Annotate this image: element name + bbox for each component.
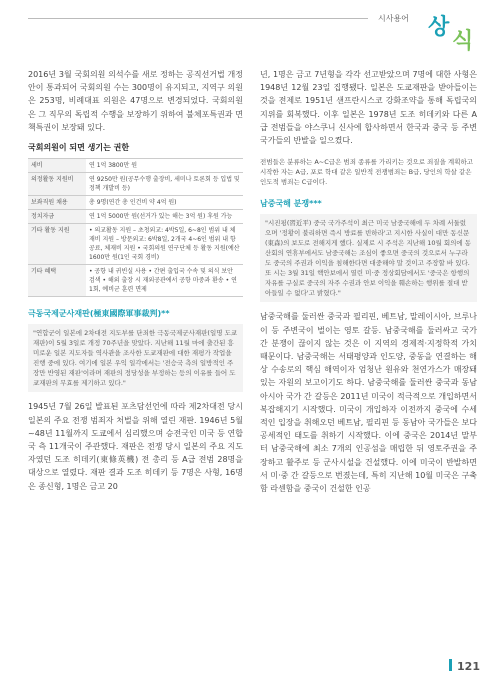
svg-text:식: 식: [452, 29, 474, 54]
right-column: [260, 68, 477, 495]
tribunal-heading: 극동국제군사재판(極東國際軍事裁判)**: [28, 309, 170, 319]
rights-table: [28, 158, 243, 297]
tribunal-continued-paragraph: 년, 1명은 금고 7년형을 각각 선고받았으며 7명에 대한 사형은 1948년 12월 23일 집행됐다. 일본은 도쿄재판을 받아들이는 것을 전제로 1951년 샌프란시스코 강화조약을 통해 독립국의 지위를 회복했다. 이후 일본은 1978년 도조 히데키와 다른 A급 전범들을 야스쿠니 신사에 합사하면서 한국과 중국 등 주변 국가들의 반발을 일으켰다.: [260, 70, 477, 146]
table-row: 기타 혜택 • 공항 내 귀빈실 사용 • 간편 출입국 수속 및 의식 보안 검색 • 해외 출장 시 재외공관에서 공항 마중과 환송 • 연1회, 예비군 훈련 면제: [28, 265, 243, 297]
tribunal-quote: "연합군이 일본에 2차대전 지도부를 단죄한 극동국제군사재판(일명 도쿄재판)이 5월 3일로 개정 70주년을 맞았다. 지난해 11월 마에 출간된 흥미로운 일본 지도자들 역사관을 조사한 도쿄재판에 대한 재평가 작업을 진행 중에 있다. 여기에 일본 우익 일각에서는 '전승국 측의 일방적인 주장만 반영된 재판'이라며 재판의 정당성을 부정하는 등의 이유를 들어 도쿄재판의 무효를 제기하고 있다.": [28, 324, 243, 392]
table-row: 의정활동 지원비 연 9250만 원(공무수행 출장비, 세미나 토론회 등 입법 및 정책 개발비 등): [28, 173, 243, 196]
war-criminal-note: 전범들은 분류하는 A~C급은 범죄 종류를 가리키는 것으로 죄질을 계획하고 시작한 자는 A급, 포로 학대 같은 일반적 전쟁범죄는 B급, 당인의 학살 같은 인도적 범죄는 C급이다.: [260, 158, 474, 187]
decorative-logo-icon: [408, 4, 484, 54]
section-label: 시사용어: [378, 14, 409, 23]
tribunal-paragraph: 1945년 7월 26일 발표된 포츠담선언에 따라 제2차대전 당시 일본의 주요 전쟁 범죄자 처벌을 위해 열린 재판. 1946년 5월~48년 11월까지 도쿄에서 심리했으며 승전국인 미국 등 연합국 측 11개국이 주관했다. 재판은 전쟁 당시 일본의 주요 지도자였던 도조 히데키(東條英機) 전 총리 등 A급 전범 28명을 대상으로 열렸다. 재판 결과 도조 히데키 등 7명은 사형, 16명은 종신형, 1명은 금고 20: [28, 402, 243, 491]
header-rule: [28, 18, 368, 19]
south-china-sea-heading: 남중국해 분쟁***: [260, 199, 322, 209]
table-row: 정치자금 연 1억 5000만 원(선거가 있는 해는 3억 원) 후원 가능: [28, 210, 243, 224]
south-china-sea-paragraph: 남중국해를 둘러싼 중국과 필리핀, 베트남, 말레이시아, 브루나이 등 주변국이 벌이는 영토 갈등. 남중국해를 둘러싸고 국가 간 분쟁이 끊이지 않는 것은 이 지역의 경제적·지정학적 가치 때문이다. 남중국해는 서태평양과 인도양, 중동을 연결하는 해상 수송로의 핵심 해역이자 엄청난 원유와 천연가스가 매장돼 있는 자원의 보고이기도 하다. 남중국해를 둘러싼 중국과 동남아시아 국가 간 갈등은 2011년 미국이 적극적으로 개입하면서 복잡해지기 시작했다. 미국이 개입하자 이전까지 중국에 수세적인 입장을 취해오던 베트남, 필리핀 등 동남아 국가들은 보다 공세적인 태도를 취하기 시작했다. 이에 중국은 2014년 말부터 남중국해에 최소 7개의 인공섬을 매립한 뒤 영토주권을 주장하고 활주로 등 군사시설을 건설했다. 이에 미국이 반발하면서 미·중 간 갈등으로 번졌는데, 특히 지난해 10월 미국은 구축함 라센함을 중국이 건설한 인공: [260, 312, 477, 494]
page-number: 121: [457, 660, 480, 673]
page-number-accent: [449, 659, 452, 671]
svg-text:상: 상: [428, 15, 450, 40]
table-row: 기타 활동 지원 • 의교활동 지원 – 초청외교: 4박5일, 6~8인 범위 내 체재비 지원 – 방문외교: 6박8일, 2개국 4~6인 범위 내 항공료, 체재비 지원 • 국회의원 연구단체 등 활동 지원(예산 1600만 원(1인 국회 경비): [28, 224, 243, 265]
south-china-sea-quote: "시진핑(習近平) 중국 국가주석이 최근 미국 남중국해에 두 차례 서둘렀으며 '정황이 불리하면 즉시 방료를 빈하라'고 지시한 사실이 대만 동신문(東森)의 보도로 전해지게 했다. 실제로 시 주석은 지난해 10월 회의에 동산회의 연휴부에서도 남중국해는 조심이 좋으면 중국의 것으로서 누구라도 중국의 주권과 이익을 침해한다면 대중해야 말 것이고 주장할 바 있다. 또 시는 3월 31일 핵안보에서 열린 미·중 정상회담에서도 '중국은 항행의 자유를 구실로 중국의 자주 수권과 안보 이익을 훼손하는 행위를 절대 받아들일 수 없다'고 밝혔다.": [260, 214, 477, 302]
intro-paragraph: 2016년 3월 국회의원 의석수를 새로 정하는 공직선거법 개정안이 통과되어 국회의원 수는 300명이 유지되고, 지역구 의원은 253명, 비례대표 의원은 47명으로 변경되었다. 국회의원은 그 직무의 독립적 수행을 보장하기 위하여 불체포특권과 면책특권이 보장돼 있다.: [28, 70, 243, 132]
table-row: 보좌직원 채용 총 9명(연간 총 인건비 약 4억 원): [28, 196, 243, 210]
table-title: 국회의원이 되면 생기는 권한: [28, 143, 130, 153]
table-row: 세비 연 1억 3800만 원: [28, 159, 243, 173]
left-column: [28, 68, 243, 493]
